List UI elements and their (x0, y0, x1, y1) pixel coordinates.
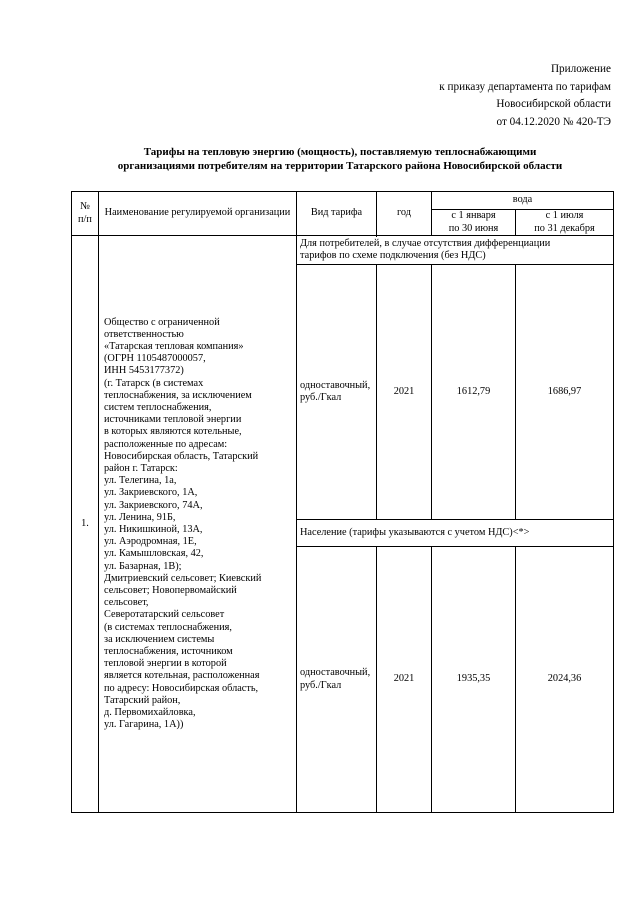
period-line: по 30 июня (448, 222, 499, 234)
tariff-table (71, 191, 614, 813)
year-cell: 2021 (377, 547, 432, 813)
section-caption-line: тарифов по схеме подключения (без НДС) (300, 250, 486, 261)
organization-line: (ОГРН 1105487000057, (104, 353, 206, 365)
row-number: 1. (72, 236, 99, 813)
organization-line: ул. Ленина, 91Б, (104, 511, 176, 523)
period-line: с 1 января (451, 210, 496, 222)
organization-line: Татарский район, (104, 694, 181, 706)
appendix-block (271, 61, 611, 131)
appendix-line: к приказу департамента по тарифам (439, 80, 611, 93)
organization-line: район г. Татарск: (104, 462, 178, 474)
tariff-type-line: руб./Гкал (300, 679, 342, 691)
value-cell: 1612,79 (432, 265, 516, 520)
organization-line: является котельная, расположенная (104, 670, 260, 682)
year-cell: 2021 (377, 265, 432, 520)
section-caption (297, 236, 614, 265)
header-organization: Наименование регулируемой организации (99, 192, 297, 236)
period-line: с 1 июля (545, 210, 584, 222)
organization-line: Северотатарский сельсовет (104, 609, 225, 621)
organization-line: д. Первомихайловка, (104, 707, 196, 719)
organization-line: Дмитриевский сельсовет; Киевский (104, 572, 262, 584)
tariff-type-line: руб./Гкал (300, 392, 342, 403)
header-period-1 (432, 210, 516, 236)
value-cell: 1935,35 (432, 547, 516, 813)
section-caption-line: Для потребителей, в случае отсутствия дифференциации (300, 237, 551, 249)
organization-line: в которых являются котельные, (104, 426, 242, 438)
header-water: вода (432, 192, 614, 210)
organization-line: теплоснабжения, источником (104, 646, 233, 658)
appendix-line: Новосибирской области (496, 98, 611, 110)
organization-line: «Татарская тепловая компания» (104, 340, 244, 352)
value-cell: 1686,97 (516, 265, 614, 520)
title-line: Тарифы на тепловую энергию (мощность), поставляемую теплоснабжающими (143, 146, 537, 158)
organization-line: расположенные по адресам: (104, 438, 228, 450)
organization-line: ИНН 5453177372) (104, 365, 184, 377)
organization-line: (в системах теплоснабжения, (104, 621, 232, 633)
header-tariff-type: Вид тарифа (297, 192, 377, 236)
header-period-2 (516, 210, 614, 236)
organization-line: за исключением системы (104, 633, 215, 645)
section-caption-line: Население (тарифы указываются с учетом НДС)<*> (300, 526, 530, 538)
organization-line: ул. Никишкиной, 13А, (104, 524, 203, 535)
title-line: организациями потребителям на территории Татарского района Новосибирской области (117, 160, 563, 172)
header-number-line: № (80, 201, 90, 213)
header-number-line: п/п (78, 213, 92, 225)
tariff-type-cell (297, 265, 377, 520)
organization-line: ул. Закриевского, 1А, (104, 487, 198, 499)
organization-line: (г. Татарск (в системах (104, 377, 204, 389)
organization-line: ул. Телегина, 1а, (104, 475, 177, 487)
appendix-line: Приложение (550, 63, 611, 75)
tariff-type-cell (297, 547, 377, 813)
organization-line: ул. Закриевского, 74А, (104, 499, 203, 511)
organization-line: сельсовет; Новопервомайский (104, 585, 237, 597)
organization-line: сельсовет, (104, 597, 149, 609)
organization-line: ул. Аэродромная, 1Е, (104, 536, 197, 548)
organization-line: систем теплоснабжения, (104, 401, 212, 413)
organization-line: ул. Базарная, 1В); (104, 560, 182, 572)
tariff-type-line: одноставочный, (300, 379, 371, 391)
organization-line: источниками тепловой энергии (104, 414, 242, 426)
organization-line: ул. Камышловская, 42, (104, 548, 204, 560)
appendix-line: от 04.12.2020 № 420-ТЭ (496, 115, 611, 128)
header-year: год (377, 192, 432, 236)
organization-line: Новосибирская область, Татарский (104, 450, 259, 462)
document-title (70, 145, 610, 173)
organization-cell (99, 236, 297, 813)
organization-line: по адресу: Новосибирская область, (104, 682, 259, 694)
value-cell: 2024,36 (516, 547, 614, 813)
organization-line: теплоснабжения, за исключением (104, 389, 252, 401)
header-number (72, 192, 99, 236)
organization-line: тепловой энергии в которой (104, 658, 227, 670)
tariff-type-line: одноставочный, (300, 667, 371, 679)
organization-line: Общество с ограниченной (104, 316, 220, 328)
organization-line: ответственностью (104, 328, 184, 340)
period-line: по 31 декабря (534, 222, 595, 234)
section-caption (297, 520, 614, 547)
organization-line: ул. Гагарина, 1А)) (104, 719, 184, 731)
